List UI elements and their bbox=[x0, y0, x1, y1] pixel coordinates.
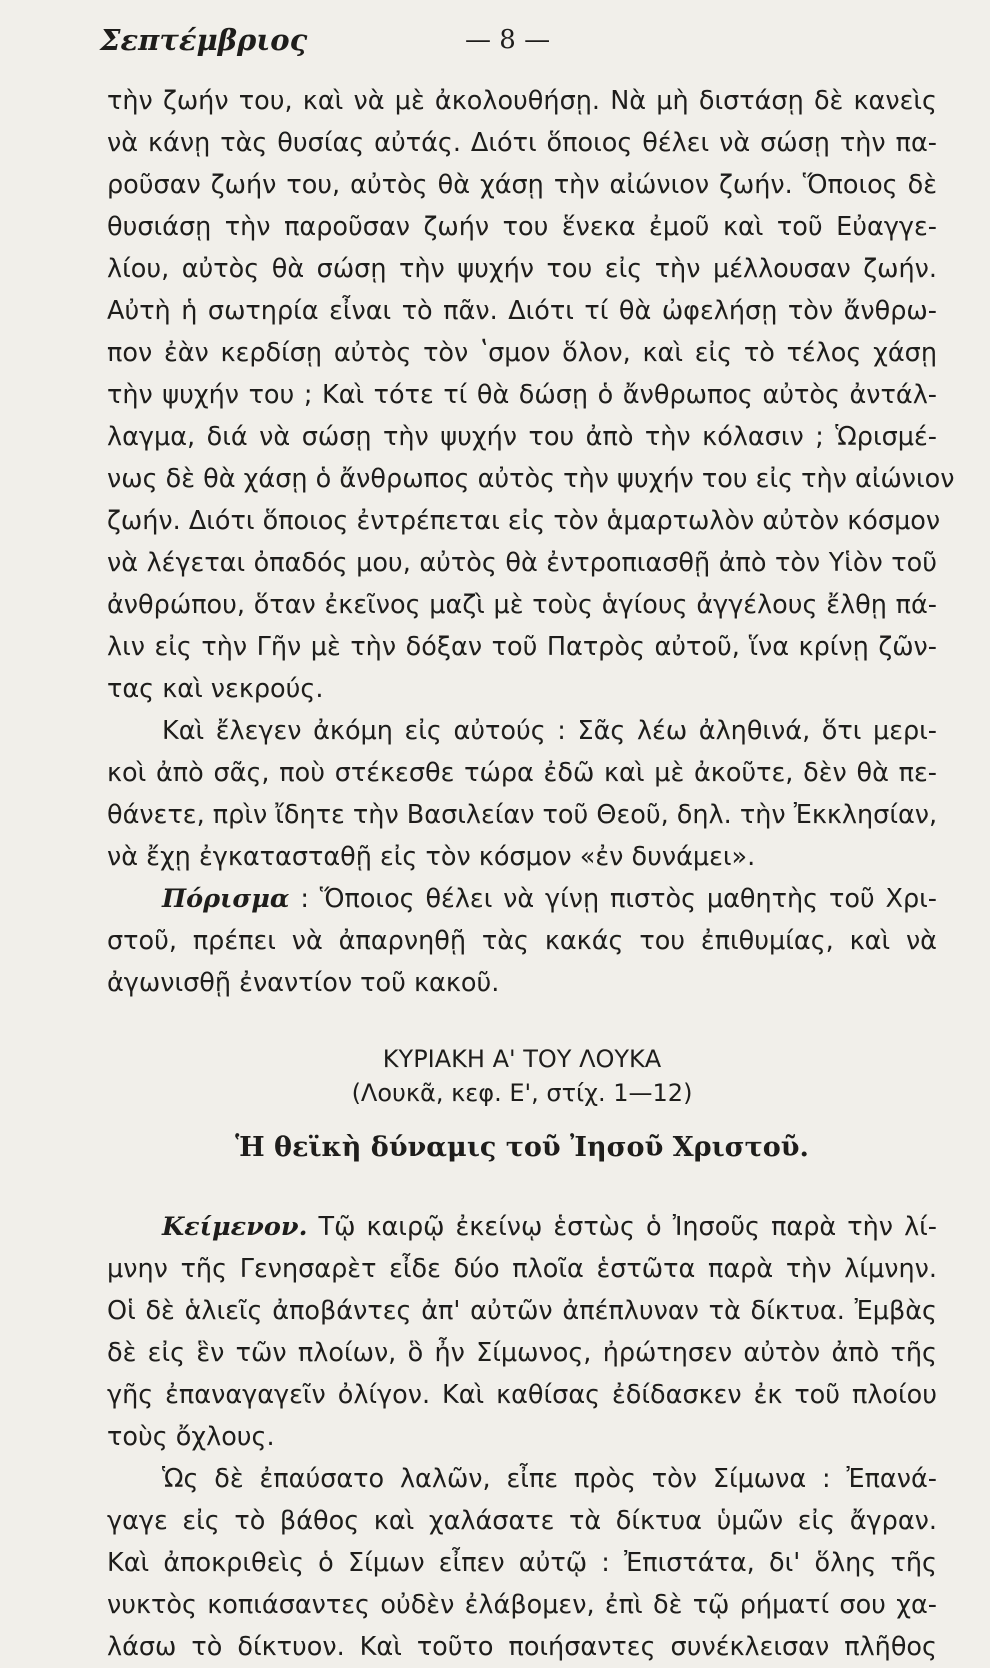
text-line: Ὡς δὲ ἐπαύσατο λαλῶν, εἶπε πρὸς τὸν Σίμωνα : Ἐπανά- bbox=[162, 1464, 937, 1494]
text-line: λαγμα, διά νὰ σώσῃ τὴν ψυχήν του ἀπὸ τὴν κόλασιν ; Ὡρισμέ- bbox=[107, 422, 937, 452]
text-line: νὰ κάνῃ τὰς θυσίας αὐτάς. Διότι ὅποιος θέλει νὰ σώσῃ τὴν πα- bbox=[107, 128, 937, 158]
text-line: λίου, αὐτὸς θὰ σώσῃ τὴν ψυχήν του εἰς τὴν μέλλουσαν ζωήν. bbox=[107, 254, 937, 284]
scripture-reference: (Λουκᾶ, κεφ. Ε', στίχ. 1—12) bbox=[351, 1079, 693, 1107]
paragraph-2 bbox=[107, 710, 937, 878]
text-line: νὰ λέγεται ὀπαδός μου, αὐτὸς θὰ ἐντροπιασθῇ ἀπὸ τὸν Υἱὸν τοῦ bbox=[107, 548, 937, 578]
paragraph-porisma bbox=[107, 878, 937, 1004]
text-line: λιν εἰς τὴν Γῆν μὲ τὴν δόξαν τοῦ Πατρὸς αὐτοῦ, ἵνα κρίνῃ ζῶν- bbox=[107, 632, 937, 662]
text-line: Οἱ δὲ ἁλιεῖς ἀποβάντες ἀπ' αὐτῶν ἀπέπλυναν τὰ δίκτυα. Ἐμβὰς bbox=[107, 1296, 937, 1326]
text-first-line: Τῷ καιρῷ ἐκείνῳ ἑστὼς ὁ Ἰησοῦς παρὰ τὴν λί- bbox=[318, 1212, 937, 1242]
text-line: τοὺς ὄχλους. bbox=[107, 1422, 275, 1452]
text-line: τας καὶ νεκρούς. bbox=[107, 674, 324, 704]
text-line: λάσω τὸ δίκτυον. Καὶ τοῦτο ποιήσαντες συνέκλεισαν πλῆθος bbox=[107, 1632, 937, 1662]
page-header bbox=[100, 18, 940, 62]
page-body bbox=[107, 80, 955, 1668]
porisma-label: Πόρισμα bbox=[162, 884, 290, 914]
running-head-month: Σεπτέμβριος bbox=[100, 23, 308, 57]
paragraph-text-2 bbox=[107, 1458, 937, 1668]
text-line: ζωήν. Διότι ὅποιος ἐντρέπεται εἰς τὸν ἁμαρτωλὸν αὐτὸν κόσμον bbox=[107, 506, 941, 536]
text-line: ἀγωνισθῇ ἐναντίον τοῦ κακοῦ. bbox=[107, 968, 500, 998]
text-line: Αὐτὴ ἡ σωτηρία εἶναι τὸ πᾶν. Διότι τί θὰ ὠφελήσῃ τὸν ἄνθρω- bbox=[107, 296, 937, 326]
text-line: θυσιάσῃ τὴν παροῦσαν ζωήν του ἕνεκα ἐμοῦ καὶ τοῦ Εὐαγγε- bbox=[107, 212, 937, 242]
text-line: τὴν ζωήν του, καὶ νὰ μὲ ἀκολουθήσῃ. Νὰ μὴ διστάσῃ δὲ κανεὶς bbox=[107, 86, 937, 116]
section-title: Ἡ θεϊκὴ δύναμις τοῦ Ἰησοῦ Χριστοῦ. bbox=[235, 1132, 809, 1163]
text-line: ροῦσαν ζωήν του, αὐτὸς θὰ χάσῃ τὴν αἰώνιον ζωήν. Ὅποιος δὲ bbox=[107, 170, 937, 200]
text-line: γῆς ἐπαναγαγεῖν ὀλίγον. Καὶ καθίσας ἐδίδασκεν ἐκ τοῦ πλοίου bbox=[107, 1380, 937, 1410]
text-line: στοῦ, πρέπει νὰ ἀπαρνηθῇ τὰς κακάς του ἐπιθυμίας, καὶ νὰ bbox=[107, 926, 937, 956]
text-line: ἀνθρώπου, ὅταν ἐκεῖνος μαζὶ μὲ τοὺς ἁγίους ἀγγέλους ἔλθῃ πά- bbox=[107, 590, 937, 620]
text-line: τὴν ψυχήν του ; Καὶ τότε τί θὰ δώσῃ ὁ ἄνθρωπος αὐτὸς ἀντάλ- bbox=[107, 380, 937, 410]
paragraph-text bbox=[107, 1206, 937, 1458]
text-line: πον ἐὰν κερδίσῃ αὐτὸς τὸν ʽσμον ὅλον, καὶ εἰς τὸ τέλος χάσῃ bbox=[107, 338, 937, 368]
text-line: γαγε εἰς τὸ βάθος καὶ χαλάσατε τὰ δίκτυα ὑμῶν εἰς ἄγραν. bbox=[107, 1506, 937, 1536]
paragraph-1 bbox=[107, 80, 955, 710]
page-number: — 8 — bbox=[465, 25, 551, 55]
section-heading bbox=[107, 1042, 937, 1168]
text-line: Καὶ ἀποκριθεὶς ὁ Σίμων εἶπεν αὐτῷ : Ἐπιστάτα, δι' ὅλης τῆς bbox=[107, 1548, 937, 1578]
text-line bbox=[107, 1206, 937, 1248]
text-line: θάνετε, πρὶν ἴδητε τὴν Βασιλείαν τοῦ Θεοῦ, δηλ. τὴν Ἐκκλησίαν, bbox=[107, 800, 938, 830]
text-line bbox=[107, 878, 937, 920]
text-line: δὲ εἰς ἓν τῶν πλοίων, ὃ ἦν Σίμωνος, ἠρώτησεν αὐτὸν ἀπὸ τῆς bbox=[107, 1338, 937, 1368]
text-line: νυκτὸς κοπιάσαντες οὐδὲν ἐλάβομεν, ἐπὶ δὲ τῷ ρήματί σου χα- bbox=[107, 1590, 937, 1620]
porisma-first-line: : Ὅποιος θέλει νὰ γίνῃ πιστὸς μαθητὴς τοῦ Χρι- bbox=[300, 884, 937, 914]
sunday-heading: ΚΥΡΙΑΚΗ Α' ΤΟΥ ΛΟΥΚΑ bbox=[382, 1045, 662, 1073]
text-line: νὰ ἔχῃ ἐγκατασταθῇ εἰς τὸν κόσμον «ἐν δυνάμει». bbox=[107, 842, 756, 872]
text-line: νως δὲ θὰ χάσῃ ὁ ἄνθρωπος αὐτὸς τὴν ψυχήν του εἰς τὴν αἰώνιον bbox=[107, 464, 955, 494]
text-line: Καὶ ἔλεγεν ἀκόμη εἰς αὐτούς : Σᾶς λέω ἀληθινά, ὅτι μερι- bbox=[162, 716, 937, 746]
text-line: μνην τῆς Γενησαρὲτ εἶδε δύο πλοῖα ἑστῶτα παρὰ τὴν λίμνην. bbox=[107, 1254, 937, 1284]
text-label: Κείμενον. bbox=[162, 1212, 308, 1242]
text-line: κοὶ ἀπὸ σᾶς, ποὺ στέκεσθε τώρα ἐδῶ καὶ μὲ ἀκοῦτε, δὲν θὰ πε- bbox=[107, 758, 937, 788]
